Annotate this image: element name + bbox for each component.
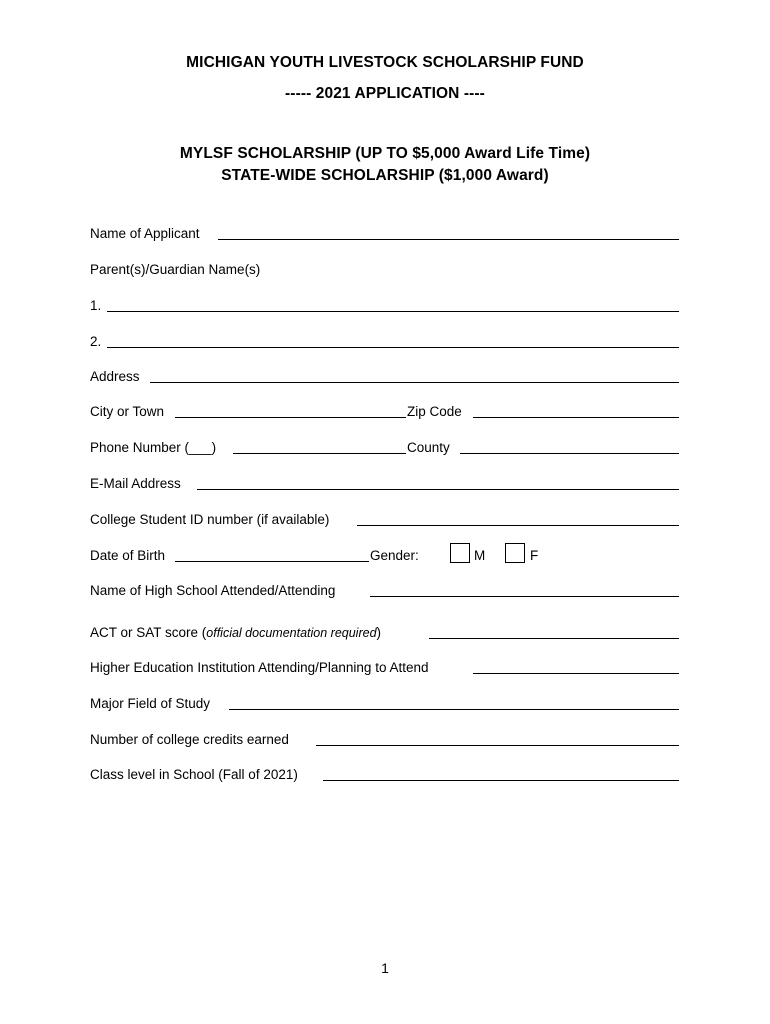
dob-label: Date of Birth bbox=[90, 548, 166, 563]
credits-field[interactable] bbox=[316, 745, 679, 746]
page-number: 1 bbox=[381, 960, 389, 976]
act-sat-note: official documentation required bbox=[206, 626, 377, 640]
form-title: MICHIGAN YOUTH LIVESTOCK SCHOLARSHIP FUND bbox=[186, 54, 584, 71]
application-year: ----- 2021 APPLICATION ---- bbox=[285, 85, 485, 102]
city-field[interactable] bbox=[175, 417, 406, 418]
guardian-2-field[interactable] bbox=[107, 347, 679, 348]
guardian-2-label: 2. bbox=[90, 334, 102, 349]
act-sat-label bbox=[90, 625, 381, 641]
gender-f-checkbox[interactable] bbox=[505, 543, 525, 563]
act-sat-field[interactable] bbox=[429, 638, 679, 639]
guardian-names-label: Parent(s)/Guardian Name(s) bbox=[90, 262, 261, 277]
scholarship-statewide: STATE-WIDE SCHOLARSHIP ($1,000 Award) bbox=[221, 167, 549, 184]
guardian-1-label: 1. bbox=[90, 298, 102, 313]
gender-m-label: M bbox=[474, 548, 486, 563]
student-id-field[interactable] bbox=[357, 525, 679, 526]
institution-label: Higher Education Institution Attending/Planning to Attend bbox=[90, 660, 429, 675]
institution-field[interactable] bbox=[473, 673, 679, 674]
address-field[interactable] bbox=[150, 382, 679, 383]
scholarship-mylsf: MYLSF SCHOLARSHIP (UP TO $5,000 Award Life Time) bbox=[179, 145, 591, 162]
major-label: Major Field of Study bbox=[90, 696, 211, 711]
phone-field[interactable] bbox=[233, 453, 406, 454]
act-sat-label-prefix: ACT or SAT score ( bbox=[90, 625, 207, 640]
credits-label: Number of college credits earned bbox=[90, 732, 289, 747]
applicant-name-label: Name of Applicant bbox=[90, 226, 200, 241]
zip-field[interactable] bbox=[473, 417, 679, 418]
county-field[interactable] bbox=[460, 453, 679, 454]
gender-m-checkbox[interactable] bbox=[450, 543, 470, 563]
email-field[interactable] bbox=[197, 489, 679, 490]
address-label: Address bbox=[90, 369, 140, 384]
guardian-1-field[interactable] bbox=[107, 311, 679, 312]
phone-label: Phone Number (___) bbox=[90, 440, 217, 455]
dob-field[interactable] bbox=[175, 561, 369, 562]
email-label: E-Mail Address bbox=[90, 476, 181, 491]
gender-label: Gender: bbox=[370, 548, 419, 563]
high-school-label: Name of High School Attended/Attending bbox=[90, 583, 336, 598]
high-school-field[interactable] bbox=[370, 596, 679, 597]
act-sat-label-suffix: ) bbox=[376, 625, 382, 640]
city-label: City or Town bbox=[90, 404, 165, 419]
gender-f-label: F bbox=[530, 548, 539, 563]
applicant-name-field[interactable] bbox=[218, 239, 679, 240]
class-level-label: Class level in School (Fall of 2021) bbox=[90, 767, 298, 782]
student-id-label: College Student ID number (if available) bbox=[90, 512, 330, 527]
class-level-field[interactable] bbox=[323, 780, 679, 781]
zip-label: Zip Code bbox=[407, 404, 462, 419]
major-field[interactable] bbox=[229, 709, 679, 710]
county-label: County bbox=[407, 440, 450, 455]
